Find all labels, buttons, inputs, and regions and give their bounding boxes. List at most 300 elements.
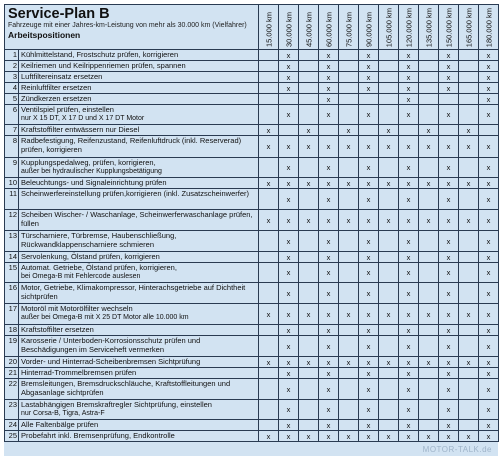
service-mark-cell: x [379,304,399,325]
service-mark-cell [379,379,399,400]
service-mark-cell [419,94,439,105]
service-mark-cell [459,400,479,420]
service-mark-cell [459,336,479,357]
task-text: Probefahrt inkl. Bremsenprüfung, Endkontrolle [21,431,175,440]
page-subtitle: Fahrzeuge mit einer Jahres-km-Leistung von mehr als 30.000 km (Vielfahrer) [8,22,247,29]
service-mark-cell: x [279,263,299,283]
service-mark-cell [259,379,279,400]
service-mark-cell: x [319,178,339,189]
service-mark-cell: x [419,125,439,136]
service-mark-cell [379,283,399,304]
service-mark-cell [379,325,399,336]
service-mark-cell: x [319,61,339,72]
table-row [5,189,499,210]
watermark: MOTOR-TALK.de [422,445,492,454]
task-description [19,400,259,420]
task-description [19,283,259,304]
service-mark-cell: x [419,357,439,368]
service-mark-cell: x [279,61,299,72]
service-mark-cell: x [359,325,379,336]
service-mark-cell [259,61,279,72]
service-mark-cell: x [279,72,299,83]
service-mark-cell: x [399,336,419,357]
service-mark-cell: x [279,420,299,431]
service-mark-cell: x [439,105,459,125]
service-mark-cell: x [359,263,379,283]
table-row [5,252,499,263]
service-mark-cell [439,94,459,105]
task-text: Beleuchtungs- und Signaleinrichtung prüfen [21,178,167,187]
service-mark-cell [459,50,479,61]
service-mark-cell: x [439,263,459,283]
service-mark-cell: x [439,420,459,431]
service-mark-cell [419,263,439,283]
service-mark-cell: x [279,368,299,379]
row-number: 11 [5,189,19,210]
service-mark-cell: x [319,431,339,442]
service-mark-cell: x [399,189,419,210]
service-mark-cell: x [479,336,499,357]
row-number: 20 [5,357,19,368]
service-mark-cell [259,189,279,210]
service-mark-cell: x [279,189,299,210]
service-mark-cell: x [319,325,339,336]
task-description [19,325,259,336]
km-header: 105.000 km [379,5,399,50]
service-mark-cell: x [319,105,339,125]
service-mark-cell [379,83,399,94]
service-mark-cell [299,283,319,304]
service-mark-cell [419,72,439,83]
service-mark-cell: x [339,136,359,158]
task-description [19,94,259,105]
service-mark-cell: x [319,83,339,94]
row-number: 2 [5,61,19,72]
table-row [5,400,499,420]
service-mark-cell: x [479,325,499,336]
service-mark-cell: x [479,72,499,83]
service-mark-cell: x [479,379,499,400]
table-row [5,72,499,83]
service-mark-cell: x [319,283,339,304]
service-mark-cell [339,189,359,210]
service-mark-cell: x [259,125,279,136]
service-mark-cell: x [439,210,459,231]
service-mark-cell: x [359,379,379,400]
service-mark-cell [419,336,439,357]
service-mark-cell: x [319,210,339,231]
service-mark-cell: x [479,283,499,304]
km-header: 180.000 km [479,5,499,50]
table-row [5,105,499,125]
task-description [19,304,259,325]
service-mark-cell [339,263,359,283]
row-number: 5 [5,94,19,105]
service-mark-cell: x [439,400,459,420]
service-mark-cell: x [399,136,419,158]
task-description [19,263,259,283]
task-description [19,158,259,178]
task-text: Kraftstoffilter ersetzen [21,325,94,334]
row-number: 18 [5,325,19,336]
service-mark-cell [419,189,439,210]
service-mark-cell: x [399,400,419,420]
service-mark-cell: x [279,283,299,304]
service-mark-cell [279,94,299,105]
service-mark-cell: x [399,61,419,72]
km-header: 30.000 km [279,5,299,50]
service-mark-cell: x [299,357,319,368]
service-mark-cell [399,125,419,136]
task-text: Zündkerzen ersetzen [21,94,92,103]
service-mark-cell: x [279,136,299,158]
section-heading: Arbeitspositionen [8,30,81,40]
service-mark-cell: x [399,94,419,105]
row-number: 16 [5,283,19,304]
task-text: Ventilspiel prüfen, einstellen [21,105,114,114]
service-mark-cell: x [439,83,459,94]
service-mark-cell [299,158,319,178]
row-number: 7 [5,125,19,136]
service-mark-cell: x [359,158,379,178]
service-mark-cell: x [479,357,499,368]
service-mark-cell: x [299,125,319,136]
km-header: 135.000 km [419,5,439,50]
service-mark-cell: x [259,136,279,158]
service-mark-cell: x [399,252,419,263]
service-mark-cell [459,83,479,94]
km-header: 90.000 km [359,5,379,50]
service-mark-cell: x [479,263,499,283]
service-mark-cell: x [399,105,419,125]
service-mark-cell: x [339,304,359,325]
service-mark-cell [279,125,299,136]
service-mark-cell: x [399,379,419,400]
service-mark-cell: x [279,105,299,125]
service-mark-cell: x [479,105,499,125]
service-mark-cell: x [399,283,419,304]
service-mark-cell: x [379,125,399,136]
service-mark-cell: x [379,210,399,231]
service-mark-cell: x [259,210,279,231]
service-mark-cell [299,325,319,336]
service-mark-cell: x [279,400,299,420]
service-mark-cell: x [339,178,359,189]
service-mark-cell [459,61,479,72]
service-mark-cell [459,231,479,252]
service-mark-cell: x [439,178,459,189]
service-mark-cell [459,252,479,263]
task-description [19,252,259,263]
service-mark-cell [339,283,359,304]
task-description [19,231,259,252]
row-number: 13 [5,231,19,252]
service-mark-cell [419,252,439,263]
service-mark-cell [379,94,399,105]
service-mark-cell [419,50,439,61]
service-mark-cell [459,189,479,210]
row-number: 19 [5,336,19,357]
service-mark-cell [459,94,479,105]
service-mark-cell [379,189,399,210]
service-mark-cell: x [419,431,439,442]
service-mark-cell: x [359,368,379,379]
service-mark-cell: x [319,94,339,105]
service-mark-cell: x [439,72,459,83]
task-description [19,189,259,210]
service-mark-cell: x [279,178,299,189]
service-mark-cell: x [259,304,279,325]
service-mark-cell [419,400,439,420]
row-number: 15 [5,263,19,283]
service-mark-cell: x [359,83,379,94]
service-mark-cell: x [479,178,499,189]
task-text: Hinterrad-Trommelbremsen prüfen [21,368,137,377]
service-mark-cell [459,263,479,283]
service-mark-cell: x [259,178,279,189]
service-mark-cell: x [479,304,499,325]
service-mark-cell: x [439,368,459,379]
service-mark-cell: x [279,379,299,400]
task-text: Türscharniere, Türbremse, Haubenschließung, Rückwandklappenscharniere schmieren [21,231,177,249]
service-mark-cell: x [359,50,379,61]
service-mark-cell: x [359,400,379,420]
service-mark-cell [419,325,439,336]
service-mark-cell: x [359,283,379,304]
service-mark-cell: x [479,61,499,72]
service-mark-cell: x [399,210,419,231]
service-mark-cell: x [399,304,419,325]
service-mark-cell [259,105,279,125]
task-note: außer bei hydraulischer Kupplungsbetätigung [21,168,162,175]
service-mark-cell: x [359,252,379,263]
service-plan-table [4,4,499,442]
service-mark-cell [339,231,359,252]
task-description [19,178,259,189]
task-note: nur Corsa-B, Tigra, Astra-F [21,410,105,417]
service-mark-cell [419,420,439,431]
service-mark-cell: x [479,252,499,263]
service-mark-cell: x [399,231,419,252]
task-text: Scheiben Wischer- / Waschanlage, Scheinwerferwaschanlage prüfen, füllen [21,210,253,228]
row-number: 3 [5,72,19,83]
table-row [5,178,499,189]
service-mark-cell: x [479,189,499,210]
service-mark-cell: x [319,231,339,252]
task-text: Kühlmittelstand, Frostschutz prüfen, korrigieren [21,50,179,59]
service-mark-cell: x [399,420,419,431]
service-mark-cell [379,231,399,252]
service-mark-cell [339,50,359,61]
service-mark-cell [459,72,479,83]
service-mark-cell: x [379,357,399,368]
service-mark-cell [479,125,499,136]
row-number: 14 [5,252,19,263]
service-mark-cell: x [379,431,399,442]
row-number: 17 [5,304,19,325]
table-row [5,210,499,231]
service-mark-cell: x [459,125,479,136]
service-mark-cell [299,400,319,420]
service-mark-cell [299,83,319,94]
service-mark-cell [419,379,439,400]
service-mark-cell: x [359,420,379,431]
service-mark-cell [259,83,279,94]
task-note: außer bei Omega-B mit X 25 DT Motor alle 10.000 km [21,314,189,321]
service-mark-cell [299,263,319,283]
table-row [5,431,499,442]
task-description [19,357,259,368]
service-mark-cell [259,368,279,379]
service-mark-cell: x [319,304,339,325]
service-mark-cell: x [439,357,459,368]
service-mark-cell: x [399,178,419,189]
service-mark-cell: x [359,72,379,83]
task-text: Motoröl mit Motorölfilter wechseln [21,304,133,313]
task-description [19,431,259,442]
service-mark-cell: x [399,325,419,336]
task-text: Keilriemen und Keilrippenriemen prüfen, spannen [21,61,186,70]
service-mark-cell: x [339,210,359,231]
service-mark-cell: x [259,431,279,442]
service-mark-cell: x [399,431,419,442]
task-text: Kupplungspedalweg, prüfen, korrigieren, [21,158,156,167]
service-mark-cell: x [279,431,299,442]
table-row [5,357,499,368]
task-text: Motor, Getriebe, Klimakompressor, Hinterachsgetriebe auf Dichtheit sichtprüfen [21,283,246,301]
service-mark-cell [259,283,279,304]
service-mark-cell: x [279,210,299,231]
service-mark-cell [299,105,319,125]
service-mark-cell: x [279,325,299,336]
service-mark-cell [419,231,439,252]
service-mark-cell: x [359,136,379,158]
service-mark-cell [339,105,359,125]
service-mark-cell: x [279,304,299,325]
service-mark-cell [299,368,319,379]
service-mark-cell [299,72,319,83]
service-mark-cell: x [319,189,339,210]
table-row [5,125,499,136]
table-row [5,61,499,72]
service-mark-cell: x [279,50,299,61]
service-mark-cell: x [399,158,419,178]
service-mark-cell [339,72,359,83]
km-header: 45.000 km [299,5,319,50]
service-mark-cell: x [479,83,499,94]
service-mark-cell: x [359,178,379,189]
service-mark-cell [379,400,399,420]
service-mark-cell [259,158,279,178]
service-mark-cell [259,50,279,61]
service-mark-cell [379,105,399,125]
service-mark-cell [339,400,359,420]
service-mark-cell: x [439,50,459,61]
row-number: 12 [5,210,19,231]
row-number: 4 [5,83,19,94]
service-mark-cell [259,72,279,83]
service-mark-cell [339,336,359,357]
table-row [5,158,499,178]
service-mark-cell: x [439,231,459,252]
service-mark-cell [379,50,399,61]
service-mark-cell: x [279,231,299,252]
task-text: Kraftstoffilter entwässern nur Diesel [21,125,140,134]
km-header: 15.000 km [259,5,279,50]
service-mark-cell [259,420,279,431]
service-mark-cell: x [399,50,419,61]
service-mark-cell: x [359,210,379,231]
row-number: 25 [5,431,19,442]
service-mark-cell [259,400,279,420]
service-mark-cell [459,368,479,379]
table-row [5,379,499,400]
service-mark-cell: x [299,304,319,325]
service-mark-cell: x [439,431,459,442]
service-mark-cell: x [319,336,339,357]
service-mark-cell: x [279,252,299,263]
task-text: Radbefestigung, Reifenzustand, Reifenluftdruck (inkl. Reserverad) prüfen, korrigieren [21,136,242,154]
service-mark-cell [379,158,399,178]
service-mark-cell: x [279,357,299,368]
service-mark-cell: x [319,368,339,379]
task-note: nur X 15 DT, X 17 D und X 17 DT Motor [21,115,145,122]
service-mark-cell [339,83,359,94]
service-mark-cell: x [479,94,499,105]
service-mark-cell: x [419,210,439,231]
service-mark-cell: x [399,357,419,368]
service-mark-cell [459,105,479,125]
service-mark-cell: x [319,400,339,420]
service-mark-cell [419,368,439,379]
table-row [5,304,499,325]
service-mark-cell [299,94,319,105]
task-text: Alle Faltenbälge prüfen [21,420,99,429]
service-mark-cell: x [399,368,419,379]
service-mark-cell [379,336,399,357]
service-mark-cell: x [459,178,479,189]
page-title: Service-Plan B [8,6,110,22]
service-mark-cell: x [419,304,439,325]
service-mark-cell: x [479,431,499,442]
service-mark-cell [419,105,439,125]
service-mark-cell [419,61,439,72]
task-text: Lastabhängigen Bremskraftregler Sichtprüfung, einstellen [21,400,212,409]
service-mark-cell: x [439,379,459,400]
task-text: Karosserie / Unterboden-Korrosionsschutz prüfen und Beschädigungen im Serviceheft vermerken [21,336,201,354]
task-description [19,125,259,136]
service-mark-cell: x [479,368,499,379]
service-mark-cell: x [339,357,359,368]
service-mark-cell: x [439,61,459,72]
service-mark-cell [299,50,319,61]
service-mark-cell [379,263,399,283]
table-row [5,325,499,336]
service-mark-cell: x [439,304,459,325]
service-mark-cell: x [319,263,339,283]
service-mark-cell: x [359,105,379,125]
service-mark-cell [339,325,359,336]
task-text: Scheinwerfereinstellung prüfen,korrigieren (inkl. Zusatzscheinwerfer) [21,189,250,198]
task-description [19,136,259,158]
service-mark-cell: x [279,83,299,94]
service-mark-cell: x [279,336,299,357]
service-mark-cell [259,252,279,263]
service-mark-cell [299,252,319,263]
row-number: 10 [5,178,19,189]
service-mark-cell: x [319,136,339,158]
task-description [19,379,259,400]
